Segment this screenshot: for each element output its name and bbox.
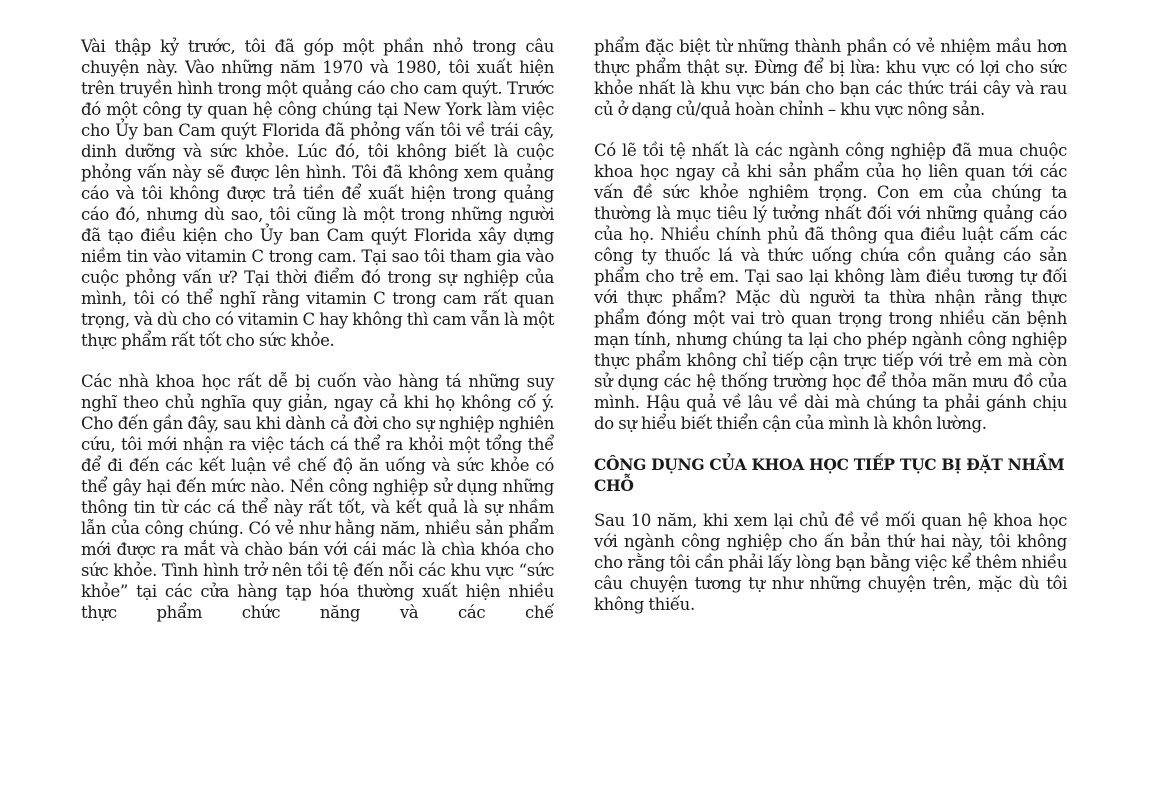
body-paragraph: Các nhà khoa học rất dễ bị cuốn vào hàng tá những suy nghĩ theo chủ nghĩa quy giản, ngay cả khi họ không cố ý. Cho đến gần đây, sau khi dành cả đời cho sự nghiệp nghiên cứu, tôi mới nhận ra việc tách cá thể ra khỏi một tổng thể để đi đến các kết luận về chế độ ăn uống và sức khỏe có thể gây hại đến mức nào. Nền công nghiệp sử dụng những thông tin từ các cá thể này rất tốt, và kết quả là sự nhầm lẫn của công chúng. Có vẻ như hằng năm, nhiều sản phẩm mới được ra mắt và chào bán với cái mác là chìa khóa cho sức khỏe. Tình hình trở nên tồi tệ đến nỗi các khu vực “sức khỏe” tại các cửa hàng tạp hóa thường xuất hiện nhiều thực phẩm chức năng và các chế [81,372,554,622]
body-paragraph: Vài thập kỷ trước, tôi đã góp một phần nhỏ trong câu chuyện này. Vào những năm 1970 và 1980, tôi xuất hiện trên truyền hình trong một quảng cáo cho cam quýt. Trước đó một công ty quan hệ công chúng tại New York làm việc cho Ủy ban Cam quýt Florida đã phỏng vấn tôi về trái cây, dinh dưỡng và sức khỏe. Lúc đó, tôi không biết là cuộc phỏng vấn này sẽ được lên hình. Tôi đã không xem quảng cáo và tôi không được trả tiền để xuất hiện trong quảng cáo đó, nhưng dù sao, tôi cũng là một trong những người đã tạo điều kiện cho Ủy ban Cam quýt Florida xây dựng niềm tin vào vitamin C trong cam. Tại sao tôi tham gia vào cuộc phỏng vấn ư? Tại thời điểm đó trong sự nghiệp của mình, tôi có thể nghĩ rằng vitamin C trong cam rất quan trọng, và dù cho có vitamin C hay không thì cam vẫn là một thực phẩm rất tốt cho sức khỏe. [81,37,555,350]
left-column [81,36,554,643]
right-column [594,36,1067,635]
body-paragraph: Có lẽ tồi tệ nhất là các ngành công nghiệp đã mua chuộc khoa học ngay cả khi sản phẩm của họ liên quan tới các vấn đề sức khỏe nghiêm trọng. Con em của chúng ta thường là mục tiêu lý tưởng nhất đối với những quảng cáo của họ. Nhiều chính phủ đã thông qua điều luật cấm các công ty thuốc lá và thức uống chứa cồn quảng cáo sản phẩm cho trẻ em. Tại sao lại không làm điều tương tự đối với thực phẩm? Mặc dù người ta thừa nhận rằng thực phẩm đóng một vai trò quan trọng trong nhiều căn bệnh mạn tính, nhưng chúng ta lại cho phép ngành công nghiệp thực phẩm không chỉ tiếp cận trực tiếp với trẻ em mà còn sử dụng các hệ thống trường học để thỏa mãn mưu đồ của mình. Hậu quả về lâu về dài mà chúng ta phải gánh chịu do sự hiểu biết thiển cận của mình là khôn lường. [594,141,1067,433]
body-paragraph: phẩm đặc biệt từ những thành phần có vẻ nhiệm mầu hơn thực phẩm thật sự. Đừng để bị lừa: khu vực có lợi cho sức khỏe nhất là khu vực bán cho bạn các thức trái cây và rau củ ở dạng củ/quả hoàn chỉnh – khu vực nông sản. [594,37,1067,119]
section-heading: CÔNG DỤNG CỦA KHOA HỌC TIẾP TỤC BỊ ĐẶT NHẦM CHỖ [594,455,1065,495]
body-paragraph: Sau 10 năm, khi xem lại chủ đề về mối quan hệ khoa học với ngành công nghiệp cho ấn bản thứ hai này, tôi không cho rằng tôi cần phải lấy lòng bạn bằng việc kể thêm nhiều câu chuyện tương tự như những chuyện trên, mặc dù tôi không thiếu. [594,511,1067,614]
